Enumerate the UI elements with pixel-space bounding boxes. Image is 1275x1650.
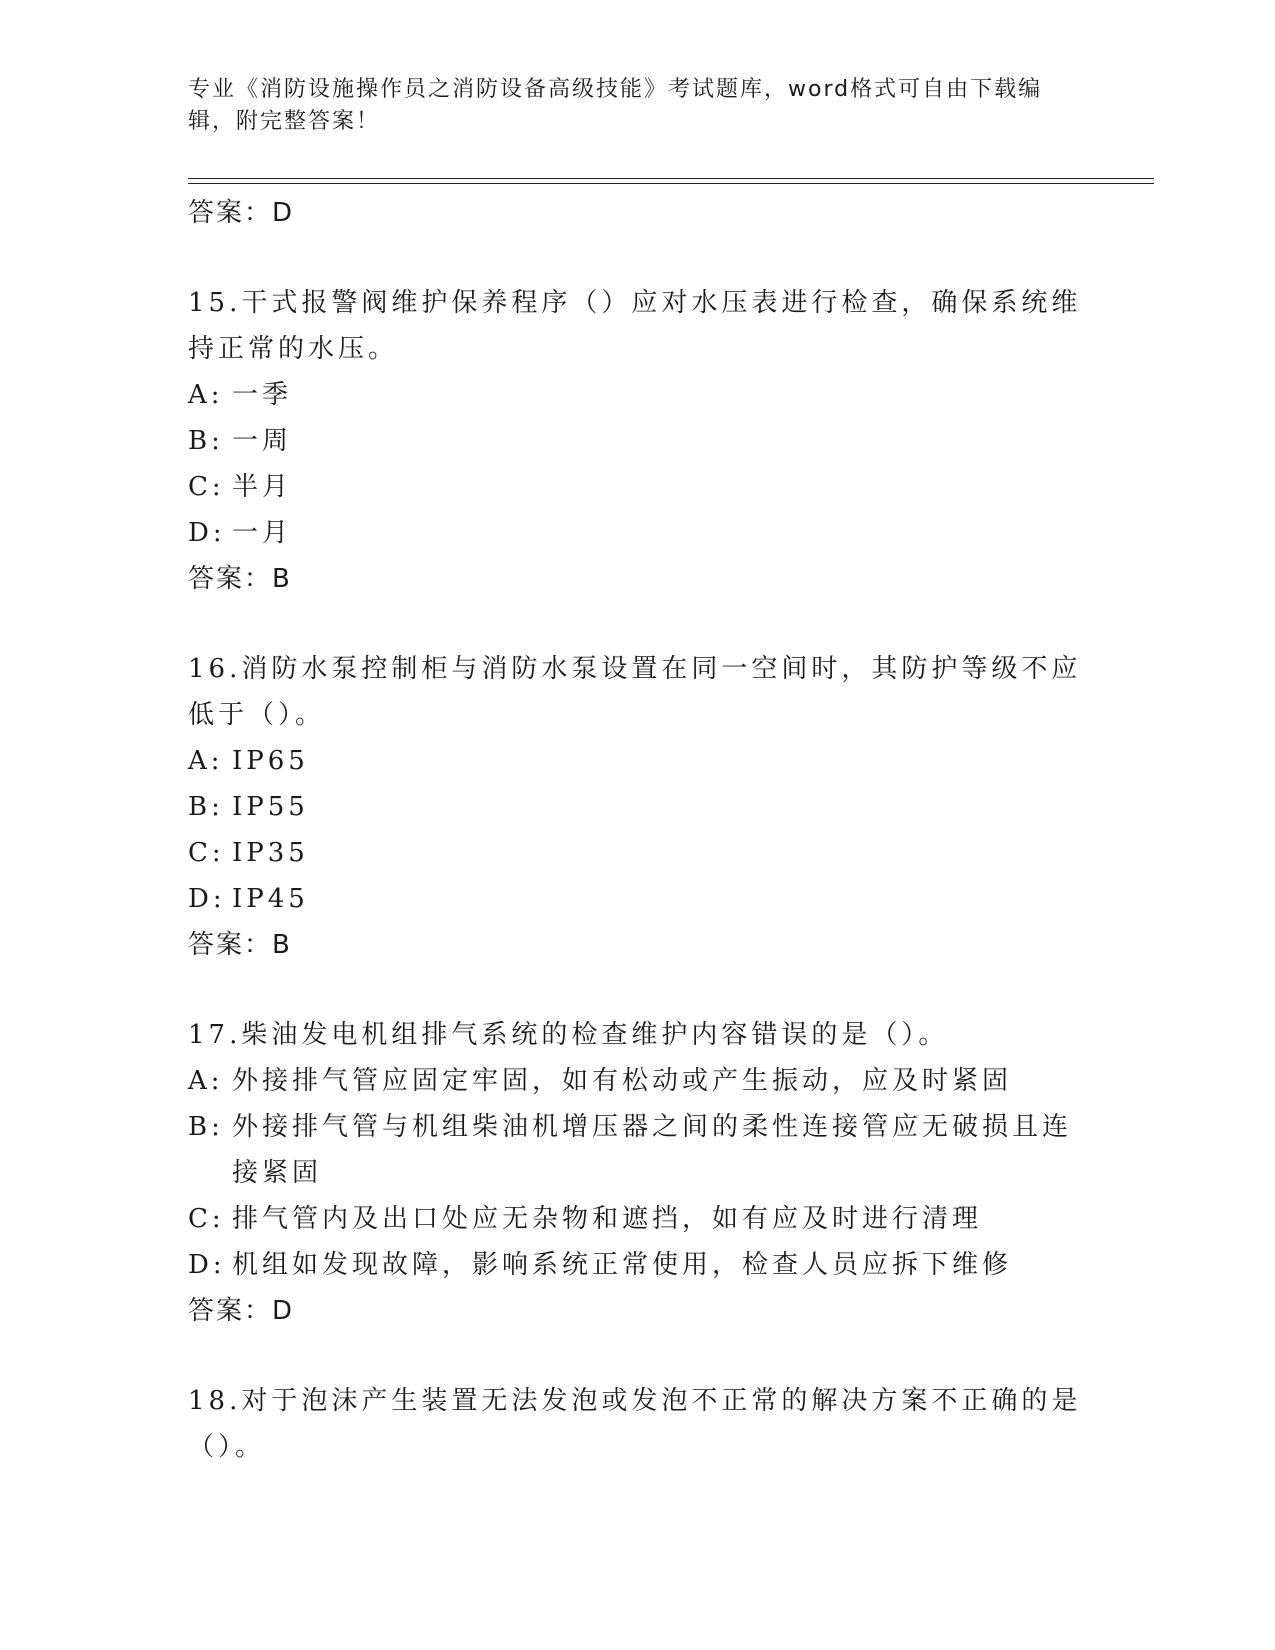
question-stem: 15.干式报警阀维护保养程序（）应对水压表进行检查，确保系统维持正常的水压。 xyxy=(188,288,1082,364)
question-16 xyxy=(188,646,1088,968)
option-key: A: xyxy=(188,380,224,410)
answer-line: 答案：B xyxy=(188,930,292,960)
option-d xyxy=(188,1242,1088,1288)
option-d xyxy=(188,876,1088,922)
option-text: IP45 xyxy=(232,884,309,914)
option-text: IP65 xyxy=(232,746,309,776)
previous-answer: 答案：D xyxy=(188,198,295,228)
option-key: D: xyxy=(188,884,226,914)
option-key: C: xyxy=(188,838,225,868)
answer-line: 答案：D xyxy=(188,1296,295,1326)
document-header: 专业《消防设施操作员之消防设备高级技能》考试题库，word格式可自由下载编辑，附完整答案！ xyxy=(188,77,1043,134)
question-stem: 17.柴油发电机组排气系统的检查维护内容错误的是（）。 xyxy=(188,1020,949,1050)
option-text: 外接排气管与机组柴油机增压器之间的柔性连接管应无破损且连接紧固 xyxy=(232,1112,1073,1188)
question-list xyxy=(188,190,1088,1470)
option-c xyxy=(188,830,1088,876)
option-key: C: xyxy=(188,1204,225,1234)
option-key: B: xyxy=(188,1112,224,1142)
option-d xyxy=(188,510,1088,556)
option-text: 排气管内及出口处应无杂物和遮挡，如有应及时进行清理 xyxy=(232,1204,983,1234)
question-17 xyxy=(188,1012,1088,1334)
option-text: 半月 xyxy=(232,472,293,502)
option-b xyxy=(188,1104,1088,1196)
option-b xyxy=(188,418,1088,464)
option-key: B: xyxy=(188,426,224,456)
question-15 xyxy=(188,280,1088,602)
option-text: IP55 xyxy=(232,792,309,822)
option-text: IP35 xyxy=(232,838,309,868)
question-stem: 18.对于泡沫产生装置无法发泡或发泡不正常的解决方案不正确的是（）。 xyxy=(188,1386,1082,1462)
question-stem: 16.消防水泵控制柜与消防水泵设置在同一空间时，其防护等级不应低于（）。 xyxy=(188,654,1082,730)
option-key: D: xyxy=(188,1250,226,1280)
option-key: D: xyxy=(188,518,226,548)
option-text: 一周 xyxy=(232,426,293,456)
option-a xyxy=(188,372,1088,418)
option-key: C: xyxy=(188,472,225,502)
option-c xyxy=(188,464,1088,510)
option-key: A: xyxy=(188,1066,224,1096)
option-text: 一月 xyxy=(232,518,293,548)
option-a xyxy=(188,1058,1088,1104)
option-text: 机组如发现故障，影响系统正常使用，检查人员应拆下维修 xyxy=(232,1250,1013,1280)
question-18 xyxy=(188,1378,1088,1470)
option-key: A: xyxy=(188,746,224,776)
option-text: 一季 xyxy=(232,380,293,410)
header-rule-top xyxy=(188,178,1154,179)
option-key: B: xyxy=(188,792,224,822)
header-rule-bottom xyxy=(188,183,1154,184)
option-a xyxy=(188,738,1088,784)
answer-line: 答案：B xyxy=(188,564,292,594)
option-c xyxy=(188,1196,1088,1242)
option-text: 外接排气管应固定牢固，如有松动或产生振动，应及时紧固 xyxy=(232,1066,1013,1096)
option-b xyxy=(188,784,1088,830)
